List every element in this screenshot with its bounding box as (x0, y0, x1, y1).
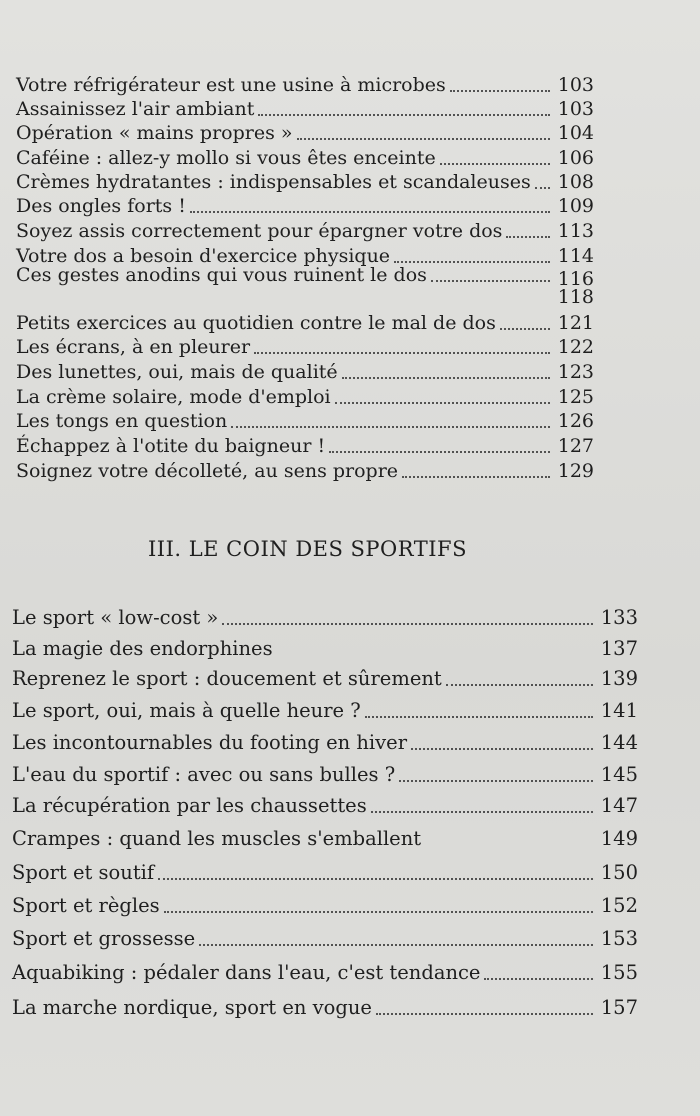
toc-entry-page: 150 (600, 861, 638, 884)
dot-leader (411, 747, 593, 750)
toc-entry (12, 605, 638, 631)
dot-leader (342, 376, 550, 379)
dot-leader (446, 683, 593, 686)
dot-leader (484, 977, 592, 980)
toc-entry-title: Échappez à l'otite du baigneur ! (16, 435, 326, 457)
dot-leader (254, 351, 550, 354)
dot-leader (402, 475, 550, 478)
toc-entry-page: 129 (557, 460, 594, 482)
dot-leader (376, 1012, 593, 1015)
toc-entry (12, 926, 638, 952)
toc-entry-title: Petits exercices au quotidien contre le mal de dos (16, 312, 496, 334)
toc-entry-page: 155 (600, 961, 638, 984)
toc-entry (16, 120, 594, 146)
toc-entry (16, 408, 594, 434)
toc-entry-page-alt: 118 (557, 286, 594, 308)
dot-leader (335, 401, 550, 404)
toc-entry-title: Crampes : quand les muscles s'emballent (12, 827, 422, 850)
toc-entry (12, 730, 638, 756)
toc-entry-page: 121 (557, 312, 594, 334)
toc-entry (16, 384, 594, 410)
dot-leader (277, 653, 593, 656)
toc-entry (12, 960, 638, 986)
dot-leader (535, 186, 550, 189)
toc-entry (16, 284, 594, 310)
toc-entry-page: 133 (600, 606, 638, 629)
toc-entry-title: Soyez assis correctement pour épargner votre dos (16, 220, 503, 242)
toc-entry-page: 125 (557, 386, 594, 408)
toc-entry-page: 152 (600, 894, 638, 917)
toc-entry-title: Crèmes hydratantes : indispensables et scandaleuses (16, 171, 531, 193)
dot-leader (506, 235, 549, 238)
toc-entry-title: Aquabiking : pédaler dans l'eau, c'est tendance (12, 961, 481, 984)
dot-leader (440, 162, 550, 165)
toc-entry-title: Ces gestes anodins qui vous ruinent le dos (16, 264, 427, 286)
toc-entry-title: Sport et règles (12, 894, 160, 917)
dot-leader (258, 113, 549, 116)
toc-entry (16, 193, 594, 219)
toc-entry-title: Votre réfrigérateur est une usine à microbes (16, 74, 446, 96)
toc-entry-page: 149 (600, 827, 638, 850)
toc-entry-title: Votre dos a besoin d'exercice physique (16, 245, 391, 267)
toc-entry-title: La marche nordique, sport en vogue (12, 996, 372, 1019)
dot-leader (329, 450, 550, 453)
toc-entry-page: 141 (600, 699, 638, 722)
toc-entry (16, 218, 594, 244)
dot-leader (190, 210, 550, 213)
toc-entry-title: Sport et grossesse (12, 927, 196, 950)
toc-entry (12, 762, 638, 788)
toc-entry-page: 103 (557, 98, 594, 120)
toc-entry-page: 123 (557, 361, 594, 383)
dot-leader (399, 779, 593, 782)
toc-entry-page: 103 (557, 74, 594, 96)
toc-entry (12, 698, 638, 724)
dot-leader (20, 301, 550, 304)
toc-entry-page: 122 (557, 336, 594, 358)
toc-entry-title: Assainissez l'air ambiant (16, 98, 255, 120)
toc-entry-page: 139 (600, 667, 638, 690)
toc-entry (16, 72, 594, 98)
toc-entry-title: Soignez votre décolleté, au sens propre (16, 460, 399, 482)
toc-entry (12, 636, 638, 662)
toc-entry (16, 334, 594, 360)
toc-entry-title: La crème solaire, mode d'emploi (16, 386, 331, 408)
dot-leader (425, 843, 593, 846)
toc-entry-page: 109 (557, 195, 594, 217)
toc-entry-title: Des ongles forts ! (16, 195, 186, 217)
dot-leader (371, 810, 593, 813)
dot-leader (297, 137, 550, 140)
toc-entry-page: 137 (600, 637, 638, 660)
toc-entry-page: 114 (557, 245, 594, 267)
toc-entry (16, 169, 594, 195)
toc-entry (12, 860, 638, 886)
section-heading: III. LE COIN DES SPORTIFS (148, 537, 467, 561)
dot-leader (431, 279, 550, 282)
toc-entry-page: 126 (557, 410, 594, 432)
toc-entry (16, 433, 594, 459)
dot-leader (500, 327, 550, 330)
toc-entry-page: 108 (557, 171, 594, 193)
toc-entry-page: 144 (600, 731, 638, 754)
toc-entry (12, 826, 638, 852)
toc-entry-title: Les tongs en question (16, 410, 228, 432)
toc-entry-title: Le sport, oui, mais à quelle heure ? (12, 699, 361, 722)
toc-entry (16, 145, 594, 171)
toc-entry-title: Caféine : allez-y mollo si vous êtes enceinte (16, 147, 436, 169)
toc-entry (12, 793, 638, 819)
toc-entry-title: Sport et soutif (12, 861, 155, 884)
toc-entry (12, 893, 638, 919)
toc-entry-page: 106 (557, 147, 594, 169)
toc-entry-title: Des lunettes, oui, mais de qualité (16, 361, 338, 383)
dot-leader (450, 89, 550, 92)
toc-entry-title: Reprenez le sport : doucement et sûrement (12, 667, 442, 690)
toc-entry-title: Les incontournables du footing en hiver (12, 731, 408, 754)
toc-entry-title: La récupération par les chaussettes (12, 794, 367, 817)
toc-entry (12, 666, 638, 692)
toc-entry-title: Opération « mains propres » (16, 122, 293, 144)
toc-entry (16, 359, 594, 385)
toc-entry (12, 995, 638, 1021)
toc-entry-page: 147 (600, 794, 638, 817)
toc-entry-page: 113 (557, 220, 594, 242)
toc-entry-page: 104 (557, 122, 594, 144)
dot-leader (365, 715, 593, 718)
toc-entry-page: 116 (557, 268, 594, 290)
toc-entry-title: L'eau du sportif : avec ou sans bulles ? (12, 763, 396, 786)
toc-entry-page: 157 (600, 996, 638, 1019)
toc-entry-title: La magie des endorphines (12, 637, 273, 660)
toc-entry-title: Les écrans, à en pleurer (16, 336, 251, 358)
toc-entry-title: Le sport « low-cost » (12, 606, 219, 629)
toc-entry (16, 458, 594, 484)
toc-entry-page: 145 (600, 763, 638, 786)
dot-leader (199, 943, 593, 946)
toc-entry (16, 310, 594, 336)
toc-entry-page: 127 (557, 435, 594, 457)
dot-leader (164, 910, 593, 913)
toc-entry-page: 153 (600, 927, 638, 950)
toc-entry (16, 96, 594, 122)
dot-leader (222, 622, 592, 625)
dot-leader (158, 877, 593, 880)
dot-leader (231, 425, 550, 428)
